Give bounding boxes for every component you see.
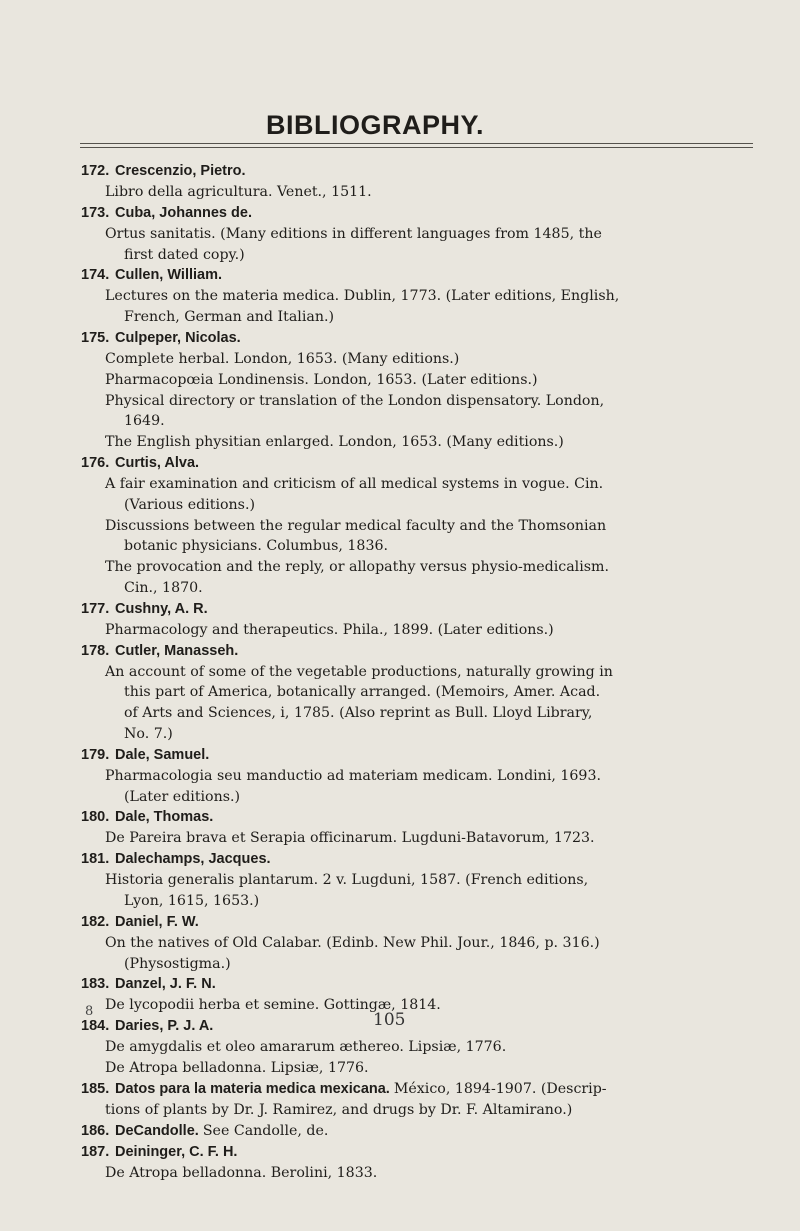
citation-line: Lectures on the materia medica. Dublin, 1773. (Later editions, English, [105,288,620,305]
page-title: BIBLIOGRAPHY. [265,110,485,140]
work-citation [81,1163,761,1184]
work-citation [81,370,761,391]
entry-heading [81,203,761,224]
work-citation [81,557,761,599]
citation-line: (Later editions.) [124,788,241,805]
citation-line: (Various editions.) [124,496,255,513]
entry-number: 185. [81,1080,110,1097]
work-citation [81,870,761,912]
bibliography-entry [81,1016,761,1079]
work-citation [81,474,761,516]
citation-line: this part of America, botanically arranged. (Memoirs, Amer. Acad. [124,684,601,701]
citation-line: No. 7.) [124,725,173,742]
citation-line: Discussions between the regular medical faculty and the Thomsonian [105,517,607,534]
citation-line: Physical directory or translation of the London dispensatory. London, [105,392,605,409]
citation-line: A fair examination and criticism of all medical systems in vogue. Cin. [105,475,604,492]
citation-line: Ortus sanitatis. (Many editions in different languages from 1485, the [105,225,602,242]
citation-line: Lyon, 1615, 1653.) [124,892,260,909]
entry-heading [81,265,761,286]
work-citation [81,1100,761,1121]
entry-number: 180. [81,809,110,826]
bibliography-entry [81,599,761,641]
entry-author: Daries, P. J. A. [115,1018,214,1035]
entry-number: 175. [81,329,110,346]
entry-author: Dalechamps, Jacques. [115,851,271,868]
work-citation [81,995,761,1016]
citation-line: The provocation and the reply, or allopathy versus physio-medicalism. [105,559,609,576]
citation-line: Complete herbal. London, 1653. (Many editions.) [105,350,460,367]
work-citation [81,286,761,328]
bibliography-entry [81,912,761,975]
entry-heading [81,807,761,828]
entry-heading [81,641,761,662]
entry-number: 172. [81,163,110,179]
entry-number: 187. [81,1143,110,1160]
signature-mark: 8 [85,1004,94,1019]
citation-line: An account of some of the vegetable productions, naturally growing in [105,663,613,680]
bibliography-entry [81,265,761,328]
bibliography-entry [81,974,761,1016]
work-citation [81,1037,761,1058]
bibliography-entry [81,1079,761,1121]
entry-number: 181. [81,851,110,868]
title-rule-upper [80,143,753,144]
entry-heading [81,1142,761,1163]
entry-author: Cushny, A. R. [115,600,208,617]
page-number: 105 [373,1010,406,1030]
bibliography-entry [81,1142,761,1184]
entry-number: 179. [81,746,110,763]
entry-author: Cuba, Johannes de. [115,204,252,221]
entry-author: Cullen, William. [115,267,223,284]
entry-heading [81,453,761,474]
citation-line: On the natives of Old Calabar. (Edinb. New Phil. Jour., 1846, p. 316.) [105,934,600,951]
work-citation [81,1058,761,1079]
work-citation [81,432,761,453]
citation-line: De Atropa belladonna. Berolini, 1833. [105,1164,378,1181]
entry-author: Deininger, C. F. H. [115,1143,238,1160]
citation-line: De amygdalis et oleo amararum æthereo. Lipsiæ, 1776. [105,1039,507,1056]
entry-heading [81,745,761,766]
entry-heading [81,1121,761,1142]
citation-line: French, German and Italian.) [124,309,334,326]
citation-line: Pharmacopœia Londinensis. London, 1653. (Later editions.) [105,371,538,388]
work-citation [81,828,761,849]
bibliography-entry [81,849,761,912]
entry-heading [81,328,761,349]
bibliography-entry [81,807,761,849]
entry-number: 186. [81,1122,110,1139]
entry-number: 177. [81,600,110,617]
citation-line: The English physitian enlarged. London, 1653. (Many editions.) [105,434,564,451]
citation-line: De lycopodii herba et semine. Gottingæ, 1814. [105,997,441,1014]
citation-line: tions of plants by Dr. J. Ramirez, and drugs by Dr. F. Altamirano.) [105,1101,573,1118]
citation-line: botanic physicians. Columbus, 1836. [124,538,389,555]
entry-number: 173. [81,204,110,221]
entry-heading [81,912,761,933]
citation-line: Pharmacology and therapeutics. Phila., 1899. (Later editions.) [105,621,554,638]
citation-line: Pharmacologia seu manductio ad materiam medicam. Londini, 1693. [105,767,601,784]
work-citation [81,766,761,808]
entry-author: Crescenzio, Pietro. [115,163,246,179]
citation-line: De Atropa belladonna. Lipsiæ, 1776. [105,1059,369,1076]
entry-number: 183. [81,976,110,993]
entry-number: 184. [81,1018,110,1035]
entry-heading [81,1079,761,1100]
bibliography-entry [81,745,761,808]
entry-heading [81,974,761,995]
title-rule-lower [80,147,753,148]
entry-heading [81,599,761,620]
entry-author: Daniel, F. W. [115,913,199,930]
citation-line: Historia generalis plantarum. 2 v. Lugduni, 1587. (French editions, [105,872,589,889]
entry-note: See Candolle, de. [202,1122,329,1139]
work-citation [81,516,761,558]
entry-number: 178. [81,642,110,659]
citation-line: 1649. [124,413,165,430]
entry-author: Culpeper, Nicolas. [115,329,241,346]
entry-note: México, 1894-1907. (Descrip- [393,1080,607,1097]
work-citation [81,391,761,433]
citation-line: (Physostigma.) [124,955,231,972]
work-citation [81,933,761,975]
entry-author: Datos para la materia medica mexicana. [115,1080,390,1097]
entry-heading [81,849,761,870]
entry-number: 176. [81,454,110,471]
bibliography-entry [81,203,761,266]
entry-author: Curtis, Alva. [115,454,200,471]
citation-line: Cin., 1870. [124,579,203,596]
work-citation [81,349,761,370]
entry-heading [81,161,761,182]
bibliography-entries [81,161,761,1183]
bibliography-entry [81,641,761,745]
entry-heading [81,1016,761,1037]
bibliography-entry [81,1121,761,1142]
bibliography-entry [81,453,761,599]
work-citation [81,662,761,745]
citation-line: first dated copy.) [124,246,245,263]
entry-author: Cutler, Manasseh. [115,642,239,659]
citation-line: De Pareira brava et Serapia officinarum. Lugduni-Batavorum, 1723. [105,830,595,847]
bibliography-entry [81,328,761,453]
entry-author: Danzel, J. F. N. [115,976,216,993]
entry-author: Dale, Thomas. [115,809,214,826]
work-citation [81,620,761,641]
entry-author: DeCandolle. [115,1122,199,1139]
work-citation [81,224,761,266]
citation-line: Libro della agricultura. Venet., 1511. [105,184,372,200]
citation-line: of Arts and Sciences, i, 1785. (Also reprint as Bull. Lloyd Library, [124,705,593,722]
bibliography-entry [81,161,761,203]
entry-number: 182. [81,913,110,930]
entry-number: 174. [81,267,110,284]
work-citation [81,182,761,203]
entry-author: Dale, Samuel. [115,746,210,763]
